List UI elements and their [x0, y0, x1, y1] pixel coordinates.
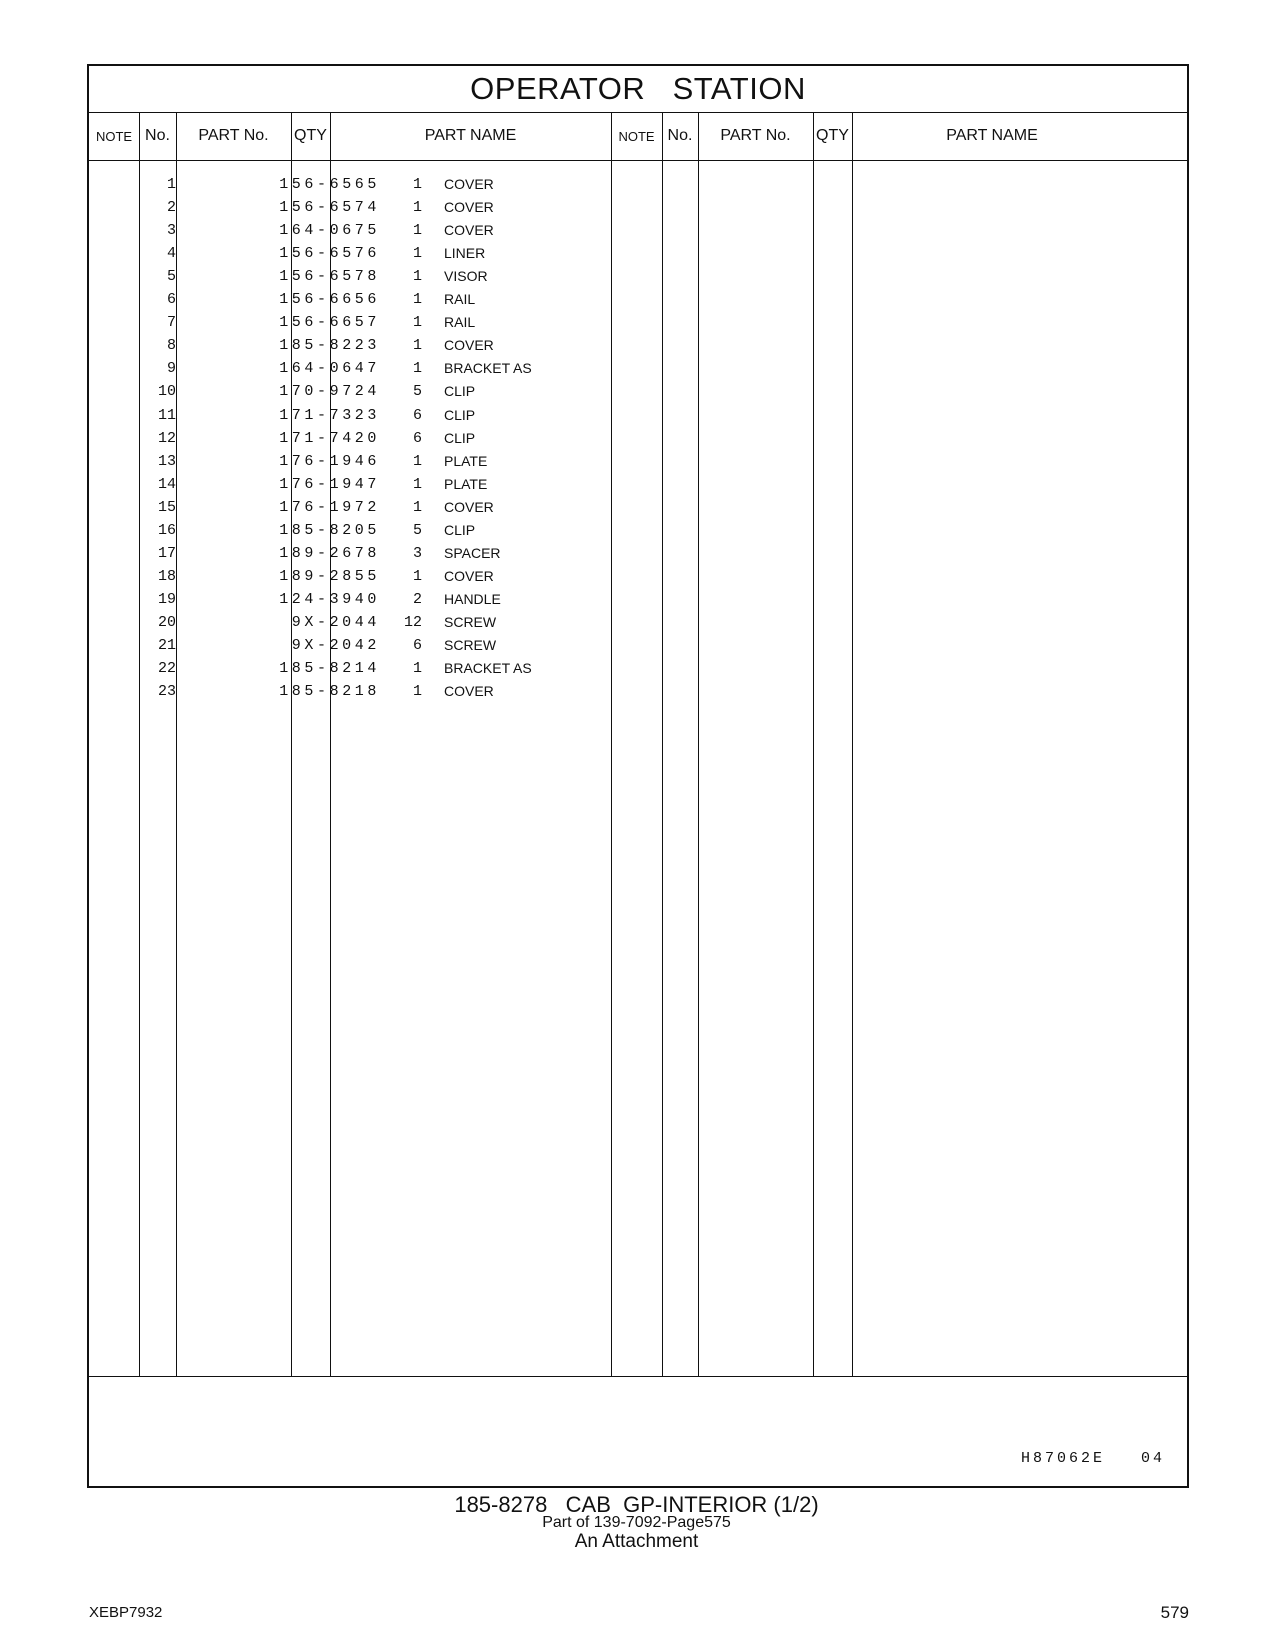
- table-bottom-rule: [89, 1376, 1187, 1377]
- part-number: 171-7323: [279, 406, 380, 424]
- quantity: 1: [412, 314, 422, 332]
- table-row: [89, 519, 649, 542]
- part-name: COVER: [444, 498, 494, 515]
- item-number: 22: [157, 660, 176, 678]
- table-row: [89, 311, 649, 334]
- part-number: 189-2678: [279, 544, 380, 562]
- quantity: 1: [412, 475, 422, 493]
- part-number: 185-8223: [279, 337, 380, 355]
- header-part-name-right: PART NAME: [946, 127, 1038, 144]
- quantity: 1: [412, 222, 422, 240]
- quantity: 1: [412, 360, 422, 378]
- table-row: [89, 173, 649, 196]
- part-number: 185-8218: [279, 683, 380, 701]
- quantity: 1: [412, 268, 422, 286]
- quantity: 1: [412, 245, 422, 263]
- part-name: LINER: [444, 245, 486, 262]
- part-number: 185-8214: [279, 660, 380, 678]
- part-name: RAIL: [444, 314, 476, 331]
- table-row: [89, 196, 649, 219]
- item-number: 8: [166, 337, 176, 355]
- quantity: 1: [412, 199, 422, 217]
- sheet-title: OPERATOR STATION: [89, 66, 1187, 113]
- quantity: 6: [412, 429, 422, 447]
- table-row: [89, 265, 649, 288]
- item-number: 21: [157, 637, 176, 654]
- part-number: 171-7420: [279, 429, 380, 447]
- item-number: 10: [157, 383, 176, 401]
- part-number: 164-0647: [279, 360, 380, 378]
- table-row: [89, 473, 649, 496]
- table-row: [89, 565, 649, 588]
- quantity: 12: [403, 613, 422, 631]
- quantity: 1: [412, 660, 422, 678]
- quantity: 5: [412, 521, 422, 539]
- table-row: [89, 496, 649, 519]
- part-name: CLIP: [444, 383, 476, 400]
- item-number: 7: [166, 314, 176, 332]
- part-name: PLATE: [444, 452, 488, 469]
- item-number: 11: [157, 406, 176, 424]
- quantity: 1: [412, 176, 422, 193]
- part-number: 156-6565: [279, 176, 380, 193]
- quantity: 1: [412, 452, 422, 470]
- part-number: 124-3940: [279, 590, 380, 608]
- column-divider: [852, 112, 853, 1376]
- part-number: 176-1972: [279, 498, 380, 516]
- column-divider: [813, 112, 814, 1376]
- part-number: 185-8205: [279, 521, 380, 539]
- quantity: 1: [412, 683, 422, 701]
- document-id: XEBP7932: [89, 1604, 163, 1621]
- table-row: [89, 219, 649, 242]
- header-part-name-left: PART NAME: [424, 127, 517, 144]
- part-number: 156-6576: [279, 245, 380, 263]
- item-number: 3: [166, 222, 176, 240]
- part-name: COVER: [444, 683, 494, 700]
- part-name: BRACKET AS: [444, 660, 532, 677]
- part-name: HANDLE: [444, 590, 501, 607]
- parts-list-sheet: [87, 64, 1189, 1488]
- quantity: 5: [412, 383, 422, 401]
- item-number: 15: [157, 498, 176, 516]
- item-number: 5: [166, 268, 176, 286]
- part-number: 189-2855: [279, 567, 380, 585]
- item-number: 1: [166, 176, 176, 193]
- part-name: BRACKET AS: [444, 360, 532, 377]
- part-name: SCREW: [444, 613, 497, 630]
- item-number: 14: [157, 475, 176, 493]
- part-number: 156-6657: [279, 314, 380, 332]
- item-number: 4: [166, 245, 176, 263]
- part-number: 176-1946: [279, 452, 380, 470]
- header-note-right: NOTE: [618, 128, 655, 144]
- part-name: SPACER: [444, 544, 501, 561]
- part-name: VISOR: [444, 268, 488, 285]
- illustration-code: H87062E 04: [1020, 1450, 1165, 1467]
- item-number: 6: [166, 291, 176, 309]
- header-note-left: NOTE: [95, 128, 133, 144]
- part-number: 156-6578: [279, 268, 380, 286]
- part-name: RAIL: [444, 291, 476, 308]
- part-name: COVER: [444, 567, 494, 584]
- table-row: [89, 611, 649, 634]
- quantity: 1: [412, 498, 422, 516]
- part-number: 156-6656: [279, 291, 380, 309]
- part-name: CLIP: [444, 521, 476, 538]
- table-row: [89, 427, 649, 450]
- item-number: 19: [157, 590, 176, 608]
- table-row: [89, 680, 649, 703]
- item-number: 17: [157, 544, 176, 562]
- quantity: 1: [412, 291, 422, 309]
- table-row: [89, 588, 649, 611]
- table-row: [89, 380, 649, 403]
- part-number: 170-9724: [279, 383, 380, 401]
- table-row: [89, 657, 649, 680]
- table-row: [89, 450, 649, 473]
- header-part-no-left: PART No.: [198, 127, 269, 144]
- item-number: 20: [157, 613, 176, 631]
- group-attachment-note: An Attachment: [574, 1531, 699, 1552]
- group-reference: Part of 139-7092-Page575: [542, 1514, 731, 1531]
- item-number: 23: [157, 683, 176, 701]
- part-name: COVER: [444, 222, 494, 239]
- part-number: 164-0675: [279, 222, 380, 240]
- item-number: 9: [166, 360, 176, 378]
- part-name: CLIP: [444, 429, 476, 446]
- table-row: [89, 404, 649, 427]
- table-row: [89, 634, 649, 657]
- table-row: [89, 288, 649, 311]
- header-qty-left: QTY: [294, 127, 327, 144]
- header-no-right: No.: [667, 127, 693, 144]
- part-name: COVER: [444, 199, 494, 216]
- item-number: 18: [157, 567, 176, 585]
- page-number: 579: [1160, 1603, 1189, 1622]
- part-name: COVER: [444, 176, 494, 192]
- quantity: 6: [412, 637, 422, 654]
- table-header: [89, 112, 1187, 161]
- table-row: [89, 357, 649, 380]
- header-part-no-right: PART No.: [720, 127, 791, 144]
- header-qty-right: QTY: [816, 127, 849, 144]
- item-number: 16: [157, 521, 176, 539]
- header-no-left: No.: [145, 127, 170, 144]
- quantity: 3: [412, 544, 422, 562]
- item-number: 12: [157, 429, 176, 447]
- part-number: 176-1947: [279, 475, 380, 493]
- part-name: SCREW: [444, 637, 497, 653]
- quantity: 1: [412, 337, 422, 355]
- part-name: CLIP: [444, 406, 476, 423]
- part-name: COVER: [444, 337, 494, 354]
- part-number: 156-6574: [279, 199, 380, 217]
- part-number: 9X-2044: [291, 613, 380, 631]
- table-row: [89, 542, 649, 565]
- table-row: [89, 334, 649, 357]
- table-row: [89, 242, 649, 265]
- quantity: 6: [412, 406, 422, 424]
- group-title: 185-8278 CAB GP-INTERIOR (1/2): [454, 1492, 819, 1517]
- part-name: PLATE: [444, 475, 488, 492]
- item-number: 2: [166, 199, 176, 217]
- quantity: 1: [412, 567, 422, 585]
- item-number: 13: [157, 452, 176, 470]
- quantity: 2: [412, 590, 422, 608]
- part-number: 9X-2042: [291, 637, 380, 654]
